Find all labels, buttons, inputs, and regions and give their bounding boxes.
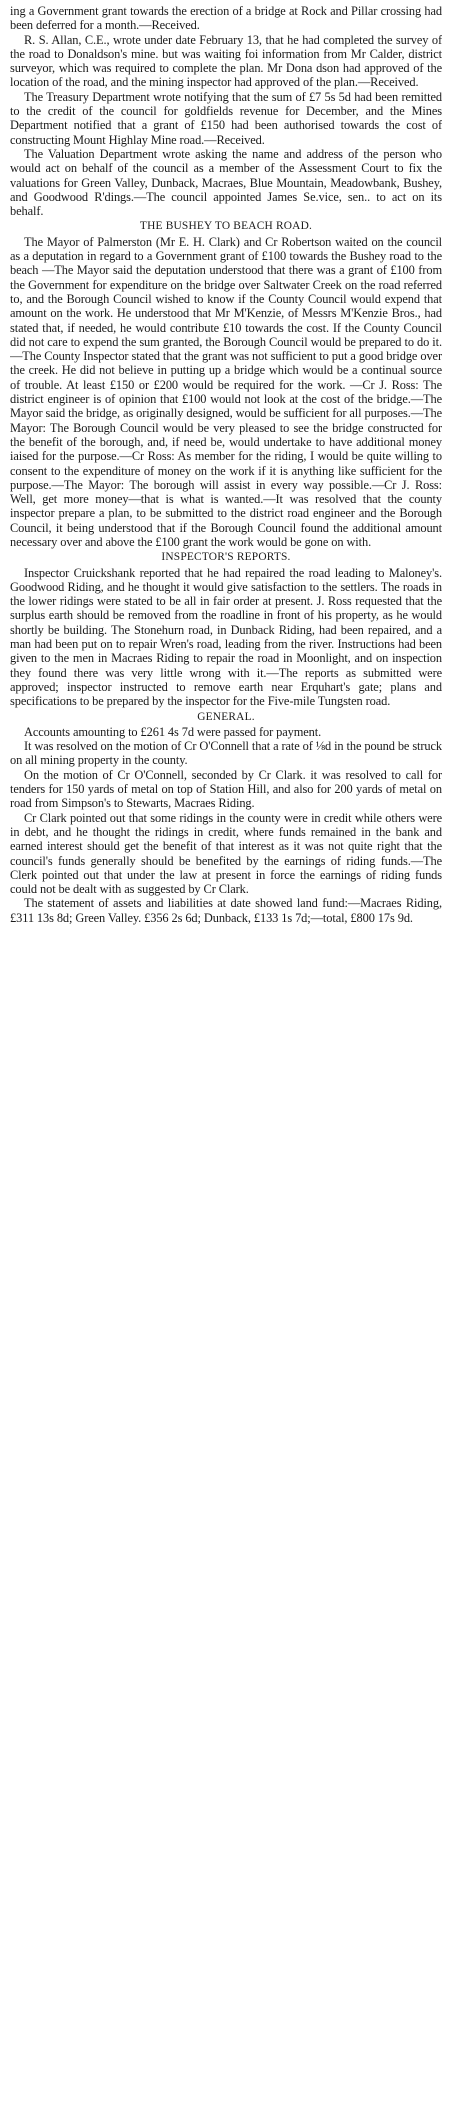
article-paragraph: The Valuation Department wrote asking the name and address of the person who would act on behalf of the council as a member of the Assessment Court to fix the valuations for Green Valley, Dunback, Macraes, Blue Mountain, Meadowbank, Bushey, and Goodwood R'dings.—The council appointed James Se.vice, sen.. to act on its behalf. [10, 146, 442, 219]
article-paragraph: The Mayor of Palmerston (Mr E. H. Clark) and Cr Robertson waited on the council as a deputation in regard to a Government grant of £100 towards the Bushey road to the beach —The Mayor said the deputation understood that there was a grant of £100 from the Government for expenditure on the bridge over Saltwater Creek on the road referred to, and the Borough Council wished to know if the County Council would expend that amount on the work. He understood that Mr M'Kenzie, of Messrs M'Kenzie Bros., had stated that, if needed, he would contribute £10 towards the cost. If the County Council did not care to expend the sum granted, the Borough Council would be prepared to do it.—The County Inspector stated that the grant was not sufficient to put a good bridge over the creek. He did not believe in putting up a bridge which would be a continual source of trouble. At least £150 or £200 would be required for the work. —Cr J. Ross: The district engineer is of opinion that £100 would not look at the cost of the bridge.—The Mayor said the bridge, as originally designed, would be sufficient for all purposes.—The Mayor: The Borough Council would be very pleased to see the bridge constructed for the benefit of the borough, and, if need be, would undertake to have additional money iaised for the purpose.—Cr Ross: As member for the riding, I would be quite willing to consent to the expenditure of money on the work if it is anything like sufficient for the purpose.—The Mayor: The borough will assist in every way possible.—Cr J. Ross: Well, get more money—that is what is wanted.—It was resolved that the county inspector prepare a plan, to be submitted to the district road engineer and the Borough Council, it being understood that if the Borough Council found the additional amount necessary over and above the £100 grant the work would be gone on with. [10, 234, 442, 549]
article-paragraph: The statement of assets and liabilities at date showed land fund:—Macraes Riding, £311 13s 8d; Green Valley. £356 2s 6d; Dunback, £133 1s 7d;—total, £800 17s 9d. [10, 896, 442, 925]
section-heading: GENERAL. [197, 710, 255, 723]
section-heading: INSPECTOR'S REPORTS. [161, 551, 291, 564]
article-paragraph: Inspector Cruickshank reported that he had repaired the road leading to Maloney's. Goodwood Riding, and he thought it would give satisfaction to the settlers. The roads in the lower ridings were stated to be all in fair order at present. J. Ross requested that the surplus earth should be removed from the roadline in front of his property, as he would shortly be building. The Stonehurn road, in Dunback Riding, had been repaired, and a man had been put on to repair Wren's road, leading from the river. Instructions had been given to the men in Macraes Riding to repair the road in Moonlight, and on inspection they found there was very little wrong with it.—The reports as submitted were approved; inspector instructed to remove earth near Erquhart's gate; plans and specifications to be prepared by the inspector for the Five-mile Tungsten road. [10, 565, 442, 709]
article-paragraph: Cr Clark pointed out that some ridings in the county were in credit while others were in debt, and he thought the ridings in credit, where funds remained in the bank and earned interest should get the benefit of that interest as it was not quite right that the council's funds generally should be benefited by the earnings of riding funds.—The Clerk pointed out that under the law at present in force the earnings of riding funds could not be dealt with as suggested by Cr Clark. [10, 810, 442, 897]
newspaper-column [10, 4, 442, 2119]
article-paragraph: The Treasury Department wrote notifying that the sum of £7 5s 5d had been remitted to the credit of the council for goldfields revenue for December, and the Mines Department notified that a grant of £150 had been authorised towards the cost of constructing Mount Highlay Mine road.—Received. [10, 89, 442, 147]
article-paragraph: ing a Government grant towards the erection of a bridge at Rock and Pillar crossing had been deferred for a month.—Received. [10, 4, 442, 33]
article-paragraph: Accounts amounting to £261 4s 7d were passed for payment. [24, 724, 322, 739]
article-paragraph: On the motion of Cr O'Connell, seconded by Cr Clark. it was resolved to call for tenders for 150 yards of metal on top of Station Hill, and also for 200 yards of metal on road from Simpson's to Stewarts, Macraes Riding. [10, 767, 442, 811]
article-paragraph: It was resolved on the motion of Cr O'Connell that a rate of ⅛d in the pound be struck on all mining property in the county. [10, 739, 442, 768]
section-heading: THE BUSHEY TO BEACH ROAD. [139, 220, 313, 233]
article-paragraph: R. S. Allan, C.E., wrote under date February 13, that he had completed the survey of the road to Donaldson's mine. but was waiting foi information from Mr Calder, district surveyor, which was required to complete the plan. Mr Dona dson had approved of the location of the road, and the mining inspector had approved of the plan.—Received. [10, 32, 442, 90]
